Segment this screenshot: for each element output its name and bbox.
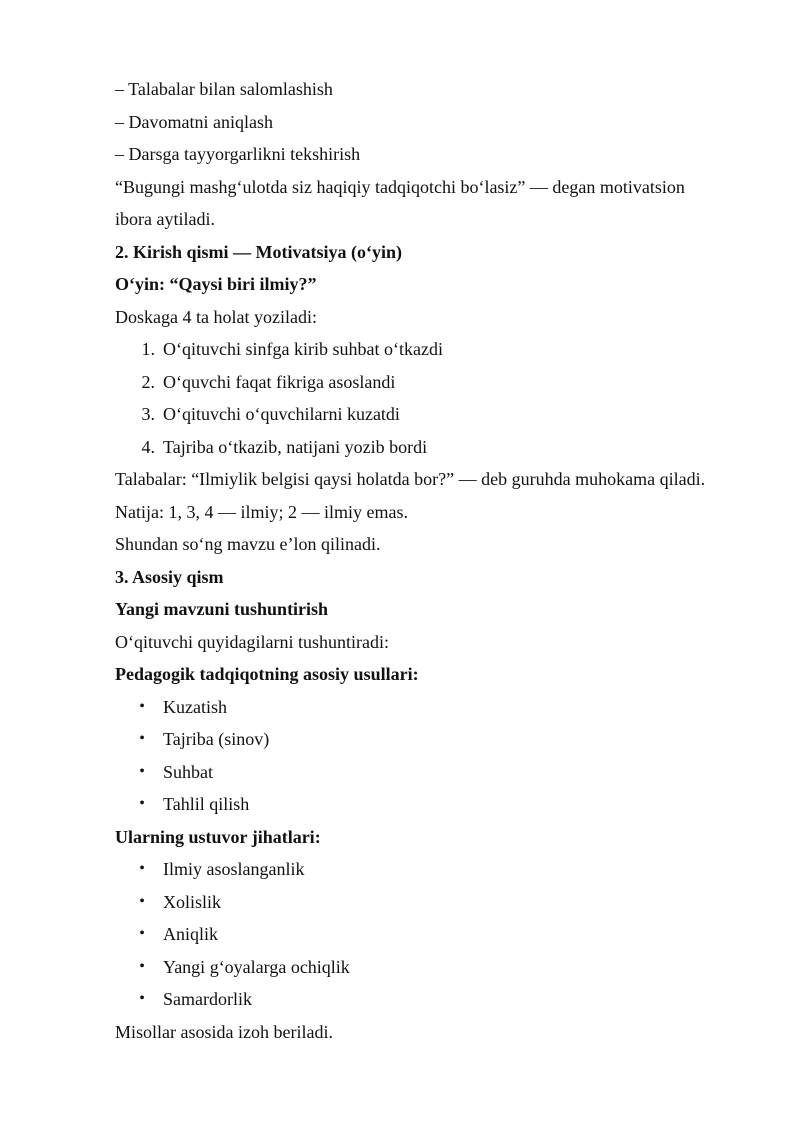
list-item-text: Tajriba (sinov)	[163, 729, 270, 749]
list-item-text: Kuzatish	[163, 696, 227, 717]
list-item-text: Aniqlik	[163, 924, 219, 944]
bullet-list-priorities	[115, 853, 755, 1016]
list-item	[115, 951, 755, 984]
bullet-icon: •	[139, 697, 145, 715]
list-item-text: Tajriba o‘tkazib, natijani yozib bordi	[163, 436, 428, 457]
list-item	[115, 918, 755, 951]
intro-item: – Darsga tayyorgarlikni tekshirish	[115, 144, 361, 164]
list-item	[115, 431, 755, 464]
bullet-icon: •	[139, 957, 145, 975]
list-item-text: Ilmiy asoslanganlik	[163, 859, 305, 879]
list-item	[115, 853, 755, 886]
list-item	[115, 886, 755, 919]
paragraph: O‘qituvchi quyidagilarni tushuntiradi:	[115, 631, 389, 652]
list-item-text: Samardorlik	[163, 989, 252, 1009]
list-item	[115, 398, 755, 431]
paragraph: Misollar asosida izoh beriladi.	[115, 1021, 333, 1042]
bullet-icon: •	[139, 795, 145, 812]
document-page	[115, 73, 755, 1048]
list-title: Ularning ustuvor jihatlari:	[115, 826, 321, 847]
bullet-icon: •	[139, 730, 145, 747]
subheading: Yangi mavzuni tushuntirish	[115, 599, 329, 619]
list-item	[115, 366, 755, 399]
list-item	[115, 756, 755, 789]
bullet-icon: •	[139, 892, 145, 910]
list-number: 1.	[141, 339, 155, 359]
paragraph: Doskaga 4 ta holat yoziladi:	[115, 306, 317, 327]
list-number: 2.	[141, 371, 155, 392]
intro-item: – Talabalar bilan salomlashish	[115, 79, 333, 99]
bullet-icon: •	[139, 762, 145, 780]
paragraph: Talabalar: “Ilmiylik belgisi qaysi holatda bor?” — deb guruhda muhokama qiladi.	[115, 469, 706, 489]
list-item-text: O‘quvchi faqat fikriga asoslandi	[163, 371, 396, 392]
list-item	[115, 788, 755, 821]
paragraph: Natija: 1, 3, 4 — ilmiy; 2 — ilmiy emas.	[115, 501, 408, 522]
list-item	[115, 983, 755, 1016]
list-item-text: O‘qituvchi o‘quvchilarni kuzatdi	[163, 404, 400, 424]
list-item-text: Yangi g‘oyalarga ochiqlik	[163, 956, 350, 977]
numbered-list	[115, 333, 755, 463]
list-number: 3.	[141, 404, 155, 424]
bullet-icon: •	[139, 990, 145, 1007]
motivation-text: “Bugungi mashg‘ulotda siz haqiqiy tadqiqotchi bo‘lasiz” — degan motivatsion	[115, 176, 685, 197]
list-item-text: Xolislik	[163, 891, 222, 912]
section-heading: 2. Kirish qismi — Motivatsiya (o‘yin)	[115, 241, 402, 262]
motivation-text: ibora aytiladi.	[115, 209, 215, 229]
paragraph: Shundan so‘ng mavzu e’lon qilinadi.	[115, 534, 381, 554]
bullet-icon: •	[139, 925, 145, 942]
section-heading: 3. Asosiy qism	[115, 566, 224, 587]
list-item	[115, 723, 755, 756]
list-item-text: Tahlil qilish	[163, 794, 250, 814]
list-number: 4.	[141, 436, 155, 457]
game-title: O‘yin: “Qaysi biri ilmiy?”	[115, 274, 317, 294]
list-item	[115, 333, 755, 366]
list-item-text: O‘qituvchi sinfga kirib suhbat o‘tkazdi	[163, 339, 443, 359]
list-item-text: Suhbat	[163, 761, 214, 782]
bullet-list-methods	[115, 691, 755, 821]
bullet-icon: •	[139, 860, 145, 877]
list-item	[115, 691, 755, 724]
intro-item: – Davomatni aniqlash	[115, 111, 273, 132]
list-title: Pedagogik tadqiqotning asosiy usullari:	[115, 664, 419, 684]
